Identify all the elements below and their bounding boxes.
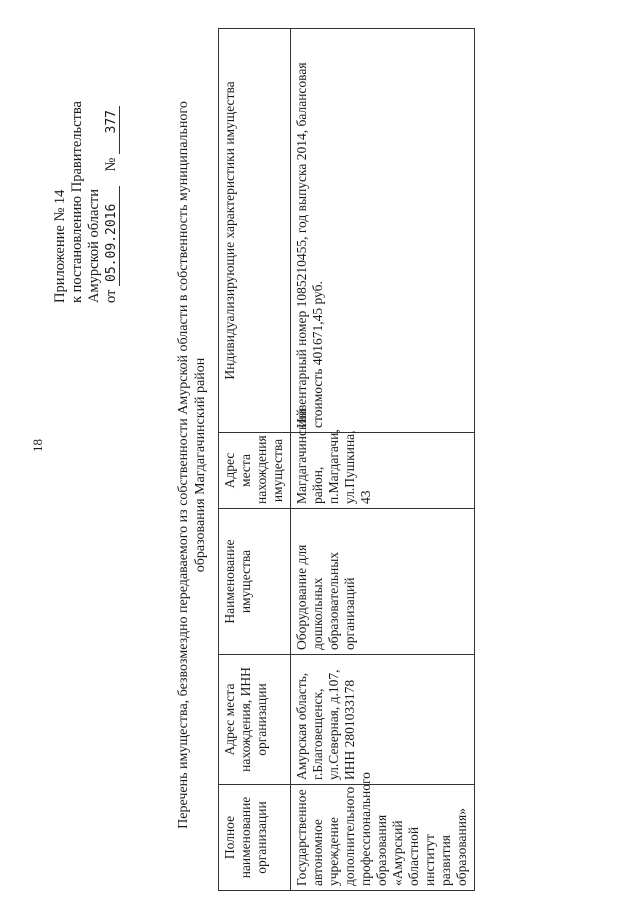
cell-org-address: Амурская область, г.Благовещенск, ул.Северная, д.107, ИНН 2801033178 <box>291 655 475 785</box>
title-line-1: Перечень имущества, безвозмездно передаваемого из собственности Амурской области в собственность муниципального <box>176 101 191 829</box>
date-prefix: от <box>103 289 119 303</box>
header-property-address: Адрес места нахождения имущества <box>219 433 291 509</box>
header-characteristics: Индивидуализирующие характеристики имущества <box>219 29 291 433</box>
property-table <box>218 28 475 891</box>
appendix-date-line <box>103 33 120 303</box>
appendix-resolution-ref: к постановлению Правительства <box>69 101 85 303</box>
header-org-address: Адрес места нахождения, ИНН организации <box>219 655 291 785</box>
appendix-region: Амурской области <box>86 189 102 303</box>
header-property-name: Наименование имущества <box>219 509 291 655</box>
appendix-label: Приложение № 14 <box>52 189 68 303</box>
table-header-row <box>219 29 291 891</box>
resolution-number: 377 <box>104 106 120 154</box>
number-prefix: № <box>103 157 119 172</box>
resolution-date: 05.09.2016 <box>104 186 120 286</box>
cell-property-address: Магдагачинский район, п.Магдагачи, ул.Пушкина, 43 <box>291 433 475 509</box>
document-sheet <box>0 25 640 905</box>
cell-property-name: Оборудование для дошкольных образовательных организаций <box>291 509 475 655</box>
cell-org-name: Государственное автономное учреждение дополнительного профессионального образования «Амурский областной институт развития образования» <box>291 785 475 891</box>
title-line-2: образования Магдагачинский район <box>193 357 208 573</box>
table-row <box>291 29 475 891</box>
header-org-name: Полное наименование организации <box>219 785 291 891</box>
cell-characteristics: Инвентарный номер 1085210455, год выпуска 2014, балансовая стоимость 401671,45 руб. <box>291 29 475 433</box>
document-title <box>175 35 209 895</box>
appendix-header <box>52 33 120 303</box>
page-number: 18 <box>30 439 45 452</box>
